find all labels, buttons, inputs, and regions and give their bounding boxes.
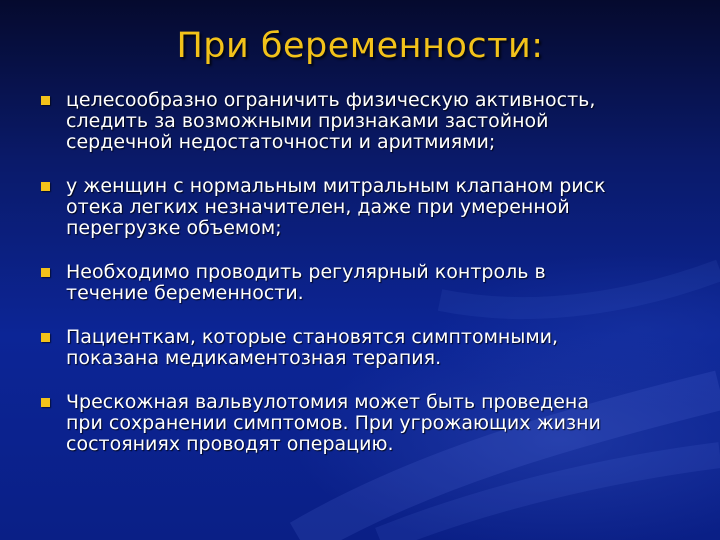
bullet-line: Пациенткам, которые становятся симптомными, [66, 326, 559, 348]
bullet-line: при сохранении симптомов. При угрожающих жизни [66, 412, 601, 434]
bullet-item [40, 392, 690, 455]
bullet-line: отека легких незначителен, даже при умеренной [66, 196, 570, 218]
bullet-line: следить за возможными признаками застойной [66, 110, 549, 132]
slide-title: При беременности: [176, 26, 544, 66]
bullet-item [40, 262, 690, 304]
square-bullet-icon [41, 182, 50, 191]
bullet-item [40, 90, 690, 153]
square-bullet-icon [41, 268, 50, 277]
bullet-line: состояниях проводят операцию. [66, 433, 394, 455]
bullet-line: перегрузке объемом; [66, 217, 282, 239]
bullet-list [40, 90, 690, 478]
bullet-line: целесообразно ограничить физическую активность, [66, 89, 596, 111]
bullet-item [40, 327, 690, 369]
bullet-item [40, 176, 690, 239]
bullet-line: сердечной недостаточности и аритмиями; [66, 131, 496, 153]
square-bullet-icon [41, 333, 50, 342]
bullet-line: Необходимо проводить регулярный контроль в [66, 261, 546, 283]
bullet-line: Чрескожная вальвулотомия может быть проведена [66, 391, 589, 413]
bullet-line: течение беременности. [66, 282, 304, 304]
bullet-line: у женщин с нормальным митральным клапаном риск [66, 175, 606, 197]
square-bullet-icon [41, 398, 50, 407]
bullet-line: показана медикаментозная терапия. [66, 347, 442, 369]
square-bullet-icon [41, 96, 50, 105]
